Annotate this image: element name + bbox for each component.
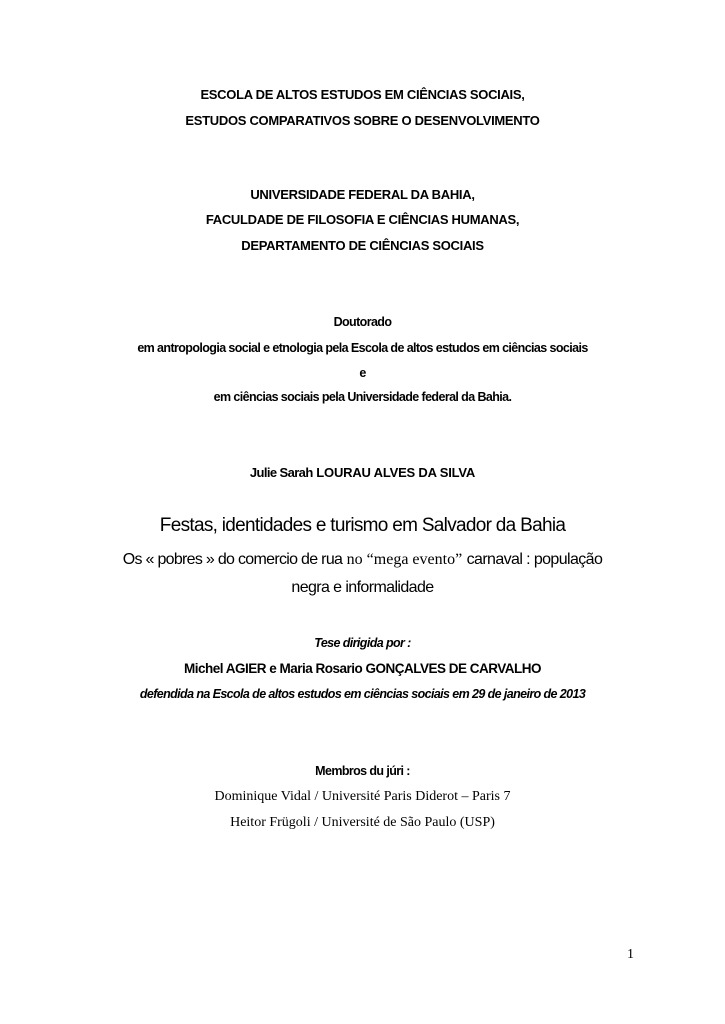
supervision-label: Tese dirigida por :: [314, 636, 411, 650]
institution-fr-line-2: ESTUDOS COMPARATIVOS SOBRE O DESENVOLVIMENTO: [185, 113, 540, 128]
supervisors-names: Michel AGIER e Maria Rosario GONÇALVES DE CARVALHO: [183, 661, 542, 676]
thesis-title: Festas, identidades e turismo em Salvador da Bahia: [159, 515, 566, 536]
degree-line-1: em antropologia social e etnologia pela Escola de altos estudos em ciências sociais: [137, 341, 588, 355]
institution-br-line-1: UNIVERSIDADE FEDERAL DA BAHIA,: [250, 187, 475, 202]
degree-line-2: em ciências sociais pela Universidade federal da Bahia.: [213, 390, 512, 404]
thesis-subtitle-line-2: negra e informalidade: [291, 579, 434, 596]
thesis-subtitle-part-1: Os « pobres » do comercio de rua: [122, 551, 343, 568]
jury-label: Membros du júri :: [315, 764, 410, 778]
degree-title: Doutorado: [333, 315, 392, 329]
degree-connector: e: [359, 366, 366, 380]
author-first-names: Julie Sarah: [249, 465, 313, 480]
institution-br-line-2: FACULDADE DE FILOSOFIA E CIÊNCIAS HUMANAS,: [205, 212, 520, 227]
defense-info: defendida na Escola de altos estudos em ciências sociais em 29 de janeiro de 2013: [139, 687, 586, 701]
institution-fr-line-1: ESCOLA DE ALTOS ESTUDOS EM CIÊNCIAS SOCIAIS,: [200, 87, 525, 102]
thesis-subtitle-part-2: no “mega evento”: [346, 551, 463, 568]
author-surnames: LOURAU ALVES DA SILVA: [316, 465, 476, 480]
institution-br-line-3: DEPARTAMENTO DE CIÊNCIAS SOCIAIS: [241, 238, 484, 253]
jury-member-1: Dominique Vidal / Université Paris Diderot – Paris 7: [214, 789, 511, 804]
thesis-subtitle-line-1: [0, 552, 725, 568]
thesis-subtitle-part-3: carnaval : população: [466, 551, 603, 568]
author-name: [0, 466, 725, 479]
page-number: 1: [627, 947, 634, 962]
jury-member-2: Heitor Frügoli / Université de São Paulo (USP): [230, 815, 495, 830]
